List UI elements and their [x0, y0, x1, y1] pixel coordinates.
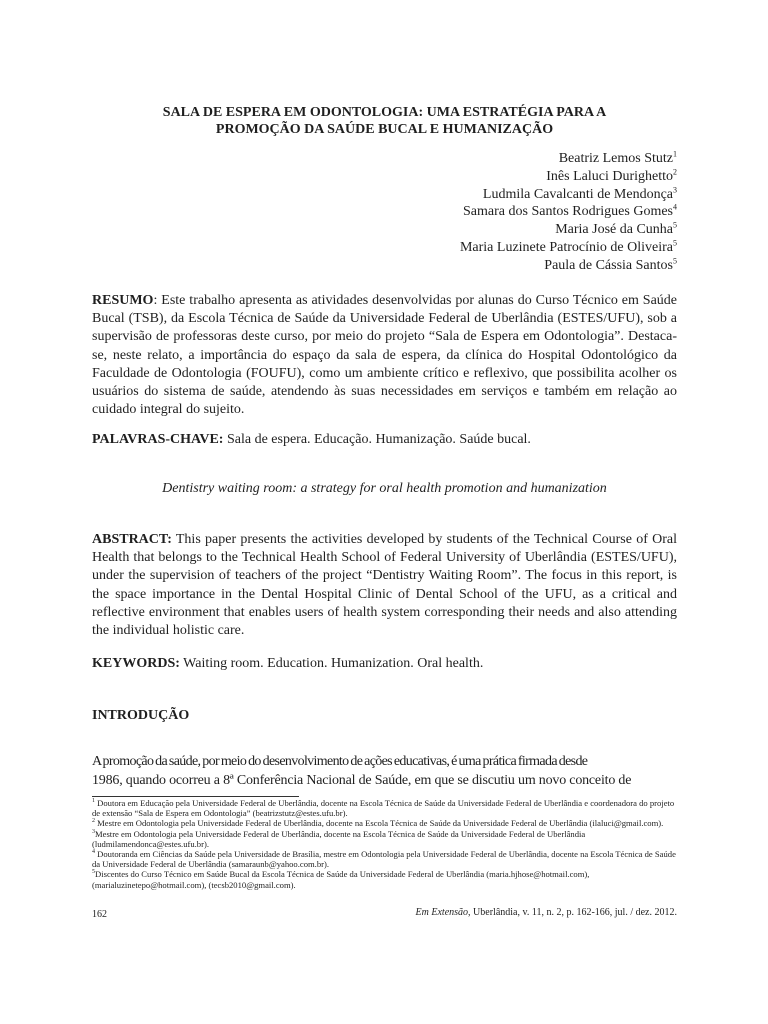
- author: [460, 168, 677, 186]
- english-title: Dentistry waiting room: a strategy for oral health promotion and humanization: [162, 481, 607, 496]
- footnotes: [92, 798, 677, 890]
- journal-name: Em Extensão: [415, 907, 469, 918]
- author-name: Maria Luzinete Patrocínio de Oliveira: [459, 239, 673, 255]
- author-name: Inês Laluci Durighetto: [546, 168, 673, 184]
- author: [460, 239, 677, 257]
- resumo-text: : Este trabalho apresenta as atividades desenvolvidas por alunas do Curso Técnico em Saúde Bucal (TSB), da Escola Técnica de Saúde da Universidade Federal de Uberlândia (ESTES/UFU), sob a supervisão de professoras deste curso, por meio do projeto “Sala de Espera em Odontologia”. Destaca-se, neste relato, a importância do espaço da sala de espera, da clínica do Hospital Odontológico da Faculdade de Odontologia (FOUFU), como um ambiente crítico e reflexivo, que possibilita acolher os usuários do sistema de saúde, atendendo às suas necessidades em serviços e também em relação ao cuidado integral do sujeito.: [92, 293, 677, 418]
- footnote: [92, 818, 677, 828]
- footnote-mark: 5: [92, 869, 95, 876]
- author-footnote-mark: 5: [673, 238, 677, 248]
- abstract-label: ABSTRACT:: [92, 532, 172, 547]
- resumo-paragraph: [92, 292, 677, 419]
- author-footnote-mark: 5: [673, 256, 677, 266]
- footnote-text: Discentes do Curso Técnico em Saúde Bucal da Escola Técnica de Saúde da Universidade Federal de Uberlândia (maria.hjhose@hotmail.com), (marialuzinetepo@hotmail.com), (tecsb2010@gmail.com).: [92, 869, 590, 890]
- footnote: [92, 849, 677, 869]
- footnote-text: Doutoranda em Ciências da Saúde pela Universidade de Brasília, mestre em Odontologia pela Universidade Federal de Uberlândia, docente na Escola Técnica de Saúde da Universidade Federal de Uberlândia (samaraunb@yahoo.com.br).: [92, 849, 676, 870]
- author: [460, 150, 677, 168]
- citation-details: , Uberlândia, v. 11, n. 2, p. 162-166, jul. / dez. 2012.: [468, 907, 677, 918]
- title-line-1: SALA DE ESPERA EM ODONTOLOGIA: UMA ESTRATÉGIA PARA A: [162, 105, 607, 120]
- abstract-text: This paper presents the activities developed by students of the Technical Course of Oral Health that belongs to the Technical Health School of Federal University of Uberlândia (ESTES/UFU), under the supervision of teachers of the project “Dentistry Waiting Room”. The focus in this report, is the space importance in the Dental Hospital Clinic of Dental School of the UFU, as a critical and reflective environment that enables users of health system corresponding their needs and also attending the individual holistic care.: [92, 532, 677, 639]
- palavras-chave-text: Sala de espera. Educação. Humanização. Saúde bucal.: [223, 432, 531, 447]
- author-name: Ludmila Cavalcanti de Mendonça: [482, 186, 673, 202]
- author-list: [460, 150, 677, 275]
- keywords-label: KEYWORDS:: [92, 656, 180, 671]
- keywords-text: Waiting room. Education. Humanization. Oral health.: [179, 656, 484, 671]
- author-footnote-mark: 4: [673, 202, 677, 212]
- footnote-mark: 3: [92, 828, 95, 835]
- footnote-mark: 1: [92, 798, 95, 805]
- abstract-paragraph: [92, 531, 677, 640]
- author-footnote-mark: 1: [673, 149, 677, 159]
- footnote-mark: 4: [92, 849, 95, 856]
- body-line: 1986, quando ocorreu a 8ª Conferência Nacional de Saúde, em que se discutiu um novo conceito de: [92, 772, 632, 788]
- author-name: Maria José da Cunha: [555, 222, 673, 238]
- keywords-paragraph: [92, 655, 677, 673]
- journal-citation: [416, 907, 677, 918]
- footnote-text: Mestre em Odontologia pela Universidade Federal de Uberlândia, docente na Escola Técnica de Saúde da Universidade Federal de Uberlândia (ludmilamendonca@estes.ufu.br).: [92, 828, 586, 849]
- author-name: Samara dos Santos Rodrigues Gomes: [463, 204, 673, 220]
- page-number: 162: [92, 909, 107, 920]
- footnote-text: Doutora em Educação pela Universidade Federal de Uberlândia, docente na Escola Técnica de Saúde da Universidade Federal de Uberlândia e coordenadora do projeto de extensão “Sala de Espera em Odontologia” (beatrizstutz@estes.ufu.br).: [92, 798, 675, 819]
- author: [460, 203, 677, 221]
- footnote-text: Mestre em Odontologia pela Universidade Federal de Uberlândia, docente na Escola Técnica de Saúde da Universidade Federal de Uberlândia (ilaluci@gmail.com).: [95, 818, 664, 829]
- author-name: Paula de Cássia Santos: [544, 257, 673, 273]
- paper-title: [92, 104, 677, 138]
- body-line: A promoção da saúde, por meio do desenvolvimento de ações educativas, é uma prática firmada desde: [92, 754, 588, 769]
- author: [460, 257, 677, 275]
- footnote-divider: [92, 796, 299, 797]
- palavras-chave-label: PALAVRAS-CHAVE:: [92, 432, 224, 447]
- author-name: Beatriz Lemos Stutz: [558, 151, 673, 166]
- footnote: [92, 829, 677, 849]
- author-footnote-mark: 5: [673, 220, 677, 230]
- footnote: [92, 869, 677, 889]
- resumo-label: RESUMO: [92, 293, 154, 308]
- section-heading-introducao: INTRODUÇÃO: [92, 708, 190, 723]
- author: [460, 186, 677, 204]
- footnote-mark: 2: [92, 818, 95, 825]
- author-footnote-mark: 2: [673, 167, 677, 177]
- author: [460, 221, 677, 239]
- introduction-body: [92, 753, 677, 790]
- palavras-chave-paragraph: [92, 431, 677, 449]
- author-footnote-mark: 3: [673, 184, 677, 194]
- footnote: [92, 798, 677, 818]
- title-line-2: PROMOÇÃO DA SAÚDE BUCAL E HUMANIZAÇÃO: [215, 122, 554, 137]
